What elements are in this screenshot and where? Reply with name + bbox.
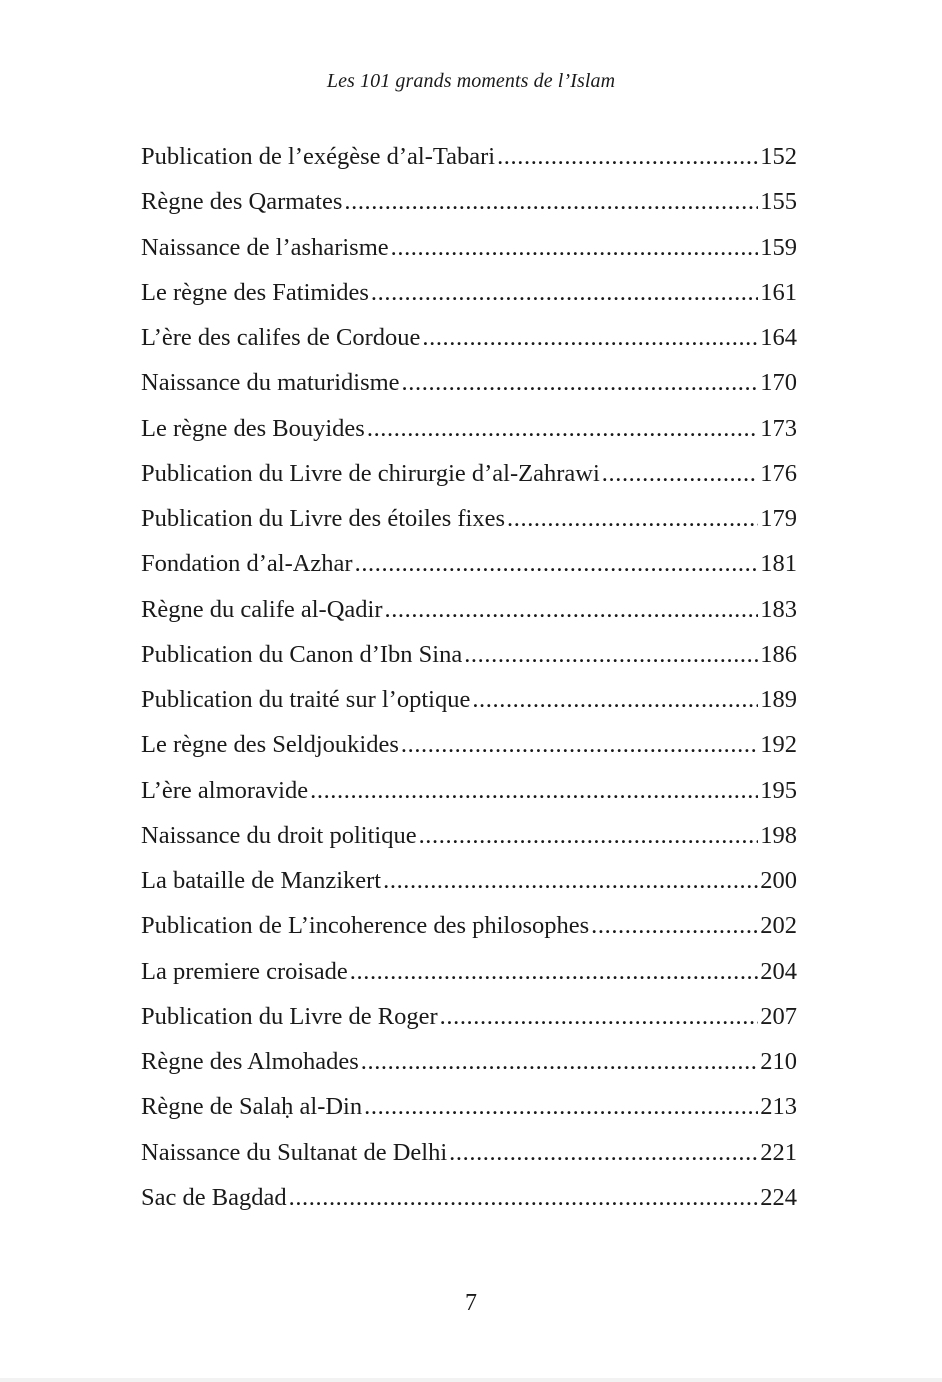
toc-entry <box>141 817 797 862</box>
toc-entry-page: 170 <box>760 369 797 397</box>
dot-leader <box>371 274 758 304</box>
toc-entry <box>141 907 797 952</box>
toc-entry-page: 179 <box>760 505 797 532</box>
toc-entry <box>141 998 797 1043</box>
dot-leader <box>384 591 758 621</box>
toc-entry-title: Naissance du maturidisme <box>141 369 400 397</box>
running-header: Les 101 grands moments de l’Islam <box>326 70 616 92</box>
toc-entry-page: 152 <box>760 143 797 170</box>
toc-entry-page: 207 <box>760 1002 797 1030</box>
dot-leader <box>391 229 759 259</box>
toc-entry-title: Publication du Livre des étoiles fixes <box>141 505 506 532</box>
toc-entry-title: Publication du Canon d’Ibn Sina <box>141 640 463 668</box>
toc-entry-page: 183 <box>760 595 797 623</box>
toc-entry <box>141 862 797 907</box>
toc-entry-page: 176 <box>760 459 797 487</box>
dot-leader <box>419 817 759 847</box>
toc-entry-title: Le règne des Seldjoukides <box>141 731 399 759</box>
toc-entry-page: 195 <box>760 776 797 804</box>
dot-leader <box>355 545 759 575</box>
toc-entry-page: 200 <box>760 867 797 894</box>
dot-leader <box>361 1043 759 1073</box>
toc-entry <box>141 1043 797 1088</box>
dot-leader <box>497 138 758 168</box>
toc-entry-page: 224 <box>760 1183 797 1211</box>
toc-entry-title: Publication de l’exégèse d’al-Tabari <box>141 143 496 170</box>
dot-leader <box>440 998 759 1028</box>
toc-entry-title: Sac de Bagdad <box>141 1183 287 1211</box>
toc-entry-title: Publication de L’incoherence des philosophes <box>141 912 590 940</box>
toc-entry-title: Règne des Qarmates <box>141 188 343 216</box>
toc-entry-title: Règne des Almohades <box>141 1048 359 1075</box>
toc-entry-title: Fondation d’al-Azhar <box>141 550 353 578</box>
toc-entry-title: Le règne des Fatimides <box>141 278 369 306</box>
dot-leader <box>402 364 759 394</box>
toc-entry-page: 221 <box>760 1138 797 1166</box>
toc-entry-title: Règne de Salaḥ al-Din <box>141 1093 363 1121</box>
toc-entry <box>141 636 797 681</box>
toc-entry-title: Le règne des Bouyides <box>141 414 365 442</box>
toc-entry-title: L’ère almoravide <box>141 776 309 804</box>
toc-entry-title: La bataille de Manzikert <box>141 867 382 894</box>
toc-entry-page: 204 <box>760 957 797 985</box>
toc-entry <box>141 681 797 726</box>
toc-entry-page: 161 <box>760 278 797 306</box>
toc-entry-page: 159 <box>760 233 797 261</box>
toc-entry-page: 213 <box>760 1093 797 1121</box>
table-of-contents <box>141 138 797 1224</box>
toc-entry-page: 181 <box>760 550 797 578</box>
page-number: 7 <box>465 1290 477 1316</box>
dot-leader <box>464 636 758 666</box>
toc-entry <box>141 364 797 409</box>
toc-entry <box>141 1088 797 1133</box>
dot-leader <box>383 862 758 892</box>
toc-entry <box>141 1179 797 1224</box>
toc-entry-page: 210 <box>760 1048 797 1075</box>
toc-entry <box>141 229 797 274</box>
dot-leader <box>364 1088 758 1118</box>
toc-entry <box>141 410 797 455</box>
toc-entry-page: 186 <box>760 640 797 668</box>
toc-entry-page: 164 <box>760 324 797 351</box>
toc-entry-page: 173 <box>760 414 797 442</box>
toc-entry <box>141 545 797 590</box>
toc-entry-title: Naissance du Sultanat de Delhi <box>141 1138 448 1166</box>
dot-leader <box>591 907 758 937</box>
toc-entry-title: L’ère des califes de Cordoue <box>141 324 421 351</box>
toc-entry <box>141 953 797 998</box>
dot-leader <box>310 772 758 802</box>
toc-entry-title: La premiere croisade <box>141 957 348 985</box>
toc-entry-page: 198 <box>760 821 797 849</box>
toc-entry-title: Naissance de l’asharisme <box>141 233 389 261</box>
toc-entry-title: Publication du traité sur l’optique <box>141 686 471 713</box>
dot-leader <box>449 1134 758 1164</box>
toc-entry-page: 155 <box>760 188 797 216</box>
dot-leader <box>472 681 758 711</box>
toc-entry-title: Règne du calife al-Qadir <box>141 595 383 623</box>
toc-entry <box>141 138 797 183</box>
toc-entry <box>141 455 797 500</box>
toc-entry-page: 202 <box>760 912 797 940</box>
toc-entry <box>141 500 797 545</box>
dot-leader <box>367 410 758 440</box>
toc-entry <box>141 319 797 364</box>
toc-entry <box>141 1134 797 1179</box>
toc-entry-page: 189 <box>760 686 797 713</box>
dot-leader <box>289 1179 759 1209</box>
toc-entry <box>141 772 797 817</box>
toc-entry-title: Publication du Livre de Roger <box>141 1002 438 1030</box>
dot-leader <box>602 455 758 485</box>
dot-leader <box>401 726 758 756</box>
dot-leader <box>422 319 758 349</box>
page-edge <box>0 1378 942 1382</box>
dot-leader <box>507 500 758 530</box>
toc-entry-title: Publication du Livre de chirurgie d’al-Zahrawi <box>141 459 600 487</box>
toc-entry-title: Naissance du droit politique <box>141 821 417 849</box>
dot-leader <box>350 953 758 983</box>
toc-entry-page: 192 <box>760 731 797 759</box>
toc-entry <box>141 591 797 636</box>
dot-leader <box>344 183 758 213</box>
toc-entry <box>141 274 797 319</box>
toc-entry <box>141 726 797 771</box>
toc-entry <box>141 183 797 228</box>
